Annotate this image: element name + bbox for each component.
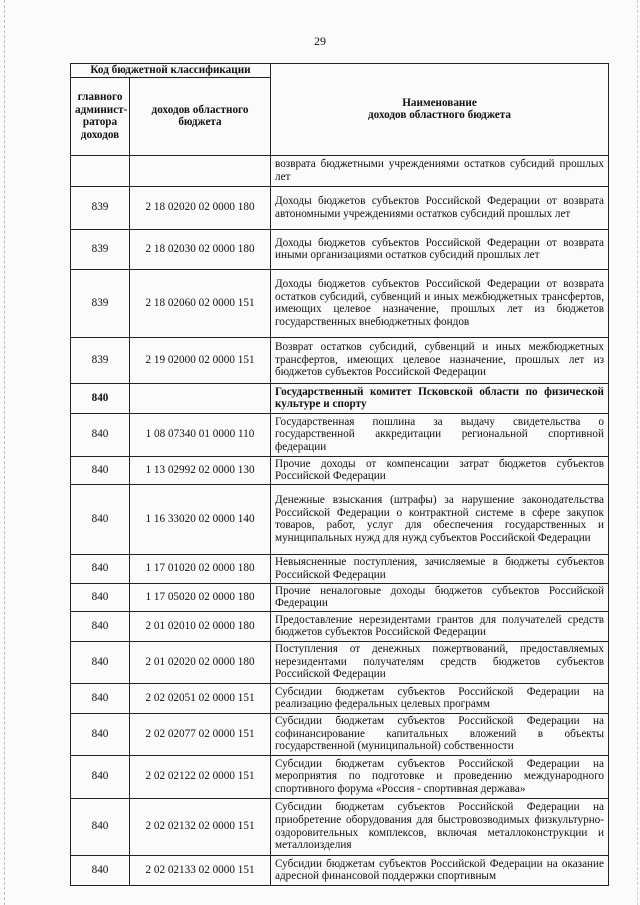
admin-code-cell: 840 (71, 611, 130, 641)
admin-code-cell: 839 (71, 229, 130, 269)
page-number: 29 (314, 34, 326, 48)
income-code-cell: 2 18 02060 02 0000 151 (130, 269, 271, 337)
table-row (71, 611, 609, 641)
income-code-cell: 2 02 02133 02 0000 151 (130, 855, 271, 885)
table-row (71, 855, 609, 885)
table-row (71, 383, 609, 413)
income-name-cell: Предоставление нерезидентами грантов для получателей средств бюджетов субъектов Российской Федерации (271, 611, 609, 641)
admin-code-cell: 840 (71, 456, 130, 484)
table-row (71, 713, 609, 755)
header-admin-line-4: доходов (80, 128, 120, 141)
admin-code-cell: 840 (71, 554, 130, 583)
header-admin-line-3: ратора (82, 116, 118, 129)
income-name-cell: Субсидии бюджетам субъектов Российской Федерации на мероприятия по подготовке и проведению международного спортивного форума «Россия - спортивная держава» (271, 755, 609, 798)
income-code-cell: 1 08 07340 01 0000 110 (130, 413, 271, 456)
header-code-line-2: бюджета (178, 116, 222, 129)
admin-code-cell: 840 (71, 798, 130, 855)
table-row (71, 798, 609, 855)
admin-code-cell: 840 (71, 855, 130, 885)
header-row-group (71, 64, 609, 78)
income-code-cell: 2 19 02000 02 0000 151 (130, 337, 271, 383)
income-name-cell: возврата бюджетными учреждениями остатков субсидий прошлых лет (271, 155, 609, 186)
income-name-cell: Субсидии бюджетам субъектов Российской Федерации на софинансирование капитальных вложений в объекты государственной (муниципальной) собственности (271, 713, 609, 755)
table-row (71, 186, 609, 229)
admin-code-cell: 839 (71, 186, 130, 229)
income-code-cell: 2 02 02122 02 0000 151 (130, 755, 271, 798)
income-code-cell: 1 16 33020 02 0000 140 (130, 484, 271, 554)
income-name-cell: Доходы бюджетов субъектов Российской Федерации от возврата автономными учреждениями остатков субсидий прошлых лет (271, 186, 609, 229)
income-name-cell: Прочие доходы от компенсации затрат бюджетов субъектов Российской Федерации (271, 456, 609, 484)
income-name-cell: Поступления от денежных пожертвований, предоставляемых нерезидентами получателям средств бюджетов субъектов Российской Федерации (271, 641, 609, 683)
admin-code-cell: 840 (71, 683, 130, 713)
income-code-cell: 1 13 02992 02 0000 130 (130, 456, 271, 484)
income-name-cell: Денежные взыскания (штрафы) за нарушение законодательства Российской Федерации о контрактной системе в сфере закупок товаров, работ, услуг для обеспечения государственных и муниципальных нужд для нужд субъектов Российской Федерации (271, 484, 609, 554)
table-row (71, 755, 609, 798)
income-code-cell: 2 01 02010 02 0000 180 (130, 611, 271, 641)
income-code-cell: 2 02 02132 02 0000 151 (130, 798, 271, 855)
budget-classification-table (70, 63, 609, 886)
income-name-cell: Доходы бюджетов субъектов Российской Федерации от возврата иными организациями остатков субсидий прошлых лет (271, 229, 609, 269)
income-name-cell: Государственная пошлина за выдачу свидетельства о государственной аккредитации региональной спортивной федерации (271, 413, 609, 456)
income-code-cell: 2 01 02020 02 0000 180 (130, 641, 271, 683)
admin-code-cell: 839 (71, 269, 130, 337)
admin-code-cell: 840 (71, 583, 130, 611)
admin-code-cell: 840 (71, 713, 130, 755)
income-name-cell: Субсидии бюджетам субъектов Российской Федерации на оказание адресной финансовой поддержки спортивным (271, 855, 609, 885)
table-body (71, 155, 609, 885)
income-name-cell: Субсидии бюджетам субъектов Российской Федерации на приобретение оборудования для быстровозводимых физкультурно-оздоровительных комплексов, включая металлоконструкции и металлоизделия (271, 798, 609, 855)
income-code-cell: 1 17 05020 02 0000 180 (130, 583, 271, 611)
income-code-cell: 2 18 02020 02 0000 180 (130, 186, 271, 229)
income-code-cell (130, 383, 271, 413)
table-row (71, 641, 609, 683)
admin-code-cell: 840 (71, 641, 130, 683)
header-main-administrator (71, 77, 130, 155)
income-name-cell: Государственный комитет Псковской области по физической культуре и спорту (271, 383, 609, 413)
admin-code-cell: 840 (71, 755, 130, 798)
admin-code-cell: 840 (71, 383, 130, 413)
admin-code-cell: 839 (71, 337, 130, 383)
table-row (71, 484, 609, 554)
income-code-cell: 2 02 02051 02 0000 151 (130, 683, 271, 713)
income-name-cell: Возврат остатков субсидий, субвенций и иных межбюджетных трансфертов, имеющих целевое назначение, прошлых лет из бюджетов субъектов Российской Федерации (271, 337, 609, 383)
table-row (71, 155, 609, 186)
table-row (71, 456, 609, 484)
income-code-cell: 2 02 02077 02 0000 151 (130, 713, 271, 755)
scan-edge-left (4, 0, 5, 905)
table-row (71, 337, 609, 383)
table-row (71, 269, 609, 337)
header-income-name (271, 64, 609, 156)
table-row (71, 583, 609, 611)
header-admin-line-1: главного (77, 90, 123, 103)
header-income-code (130, 77, 271, 155)
header-income-name-line-1: Наименование (402, 96, 477, 109)
income-code-cell: 1 17 01020 02 0000 180 (130, 554, 271, 583)
header-budget-classification: Код бюджетной классификации (71, 64, 271, 78)
admin-code-cell (71, 155, 130, 186)
table-row (71, 554, 609, 583)
admin-code-cell: 840 (71, 484, 130, 554)
header-income-name-line-2: доходов областного бюджета (367, 109, 511, 122)
header-admin-line-2: админист- (75, 103, 128, 116)
table-row (71, 413, 609, 456)
income-name-cell: Субсидии бюджетам субъектов Российской Федерации на реализацию федеральных целевых программ (271, 683, 609, 713)
income-name-cell: Доходы бюджетов субъектов Российской Федерации от возврата остатков субсидий, субвенций и иных межбюджетных трансфертов, имеющих целевое назначение, прошлых лет из бюджетов государственных внебюджетных фондов (271, 269, 609, 337)
income-code-cell: 2 18 02030 02 0000 180 (130, 229, 271, 269)
table-row (71, 683, 609, 713)
admin-code-cell: 840 (71, 413, 130, 456)
income-name-cell: Прочие неналоговые доходы бюджетов субъектов Российской Федерации (271, 583, 609, 611)
income-code-cell (130, 155, 271, 186)
table-row (71, 229, 609, 269)
scan-edge-right (637, 0, 638, 905)
income-name-cell: Невыясненные поступления, зачисляемые в бюджеты субъектов Российской Федерации (271, 554, 609, 583)
header-code-line-1: доходов областного (151, 103, 249, 116)
